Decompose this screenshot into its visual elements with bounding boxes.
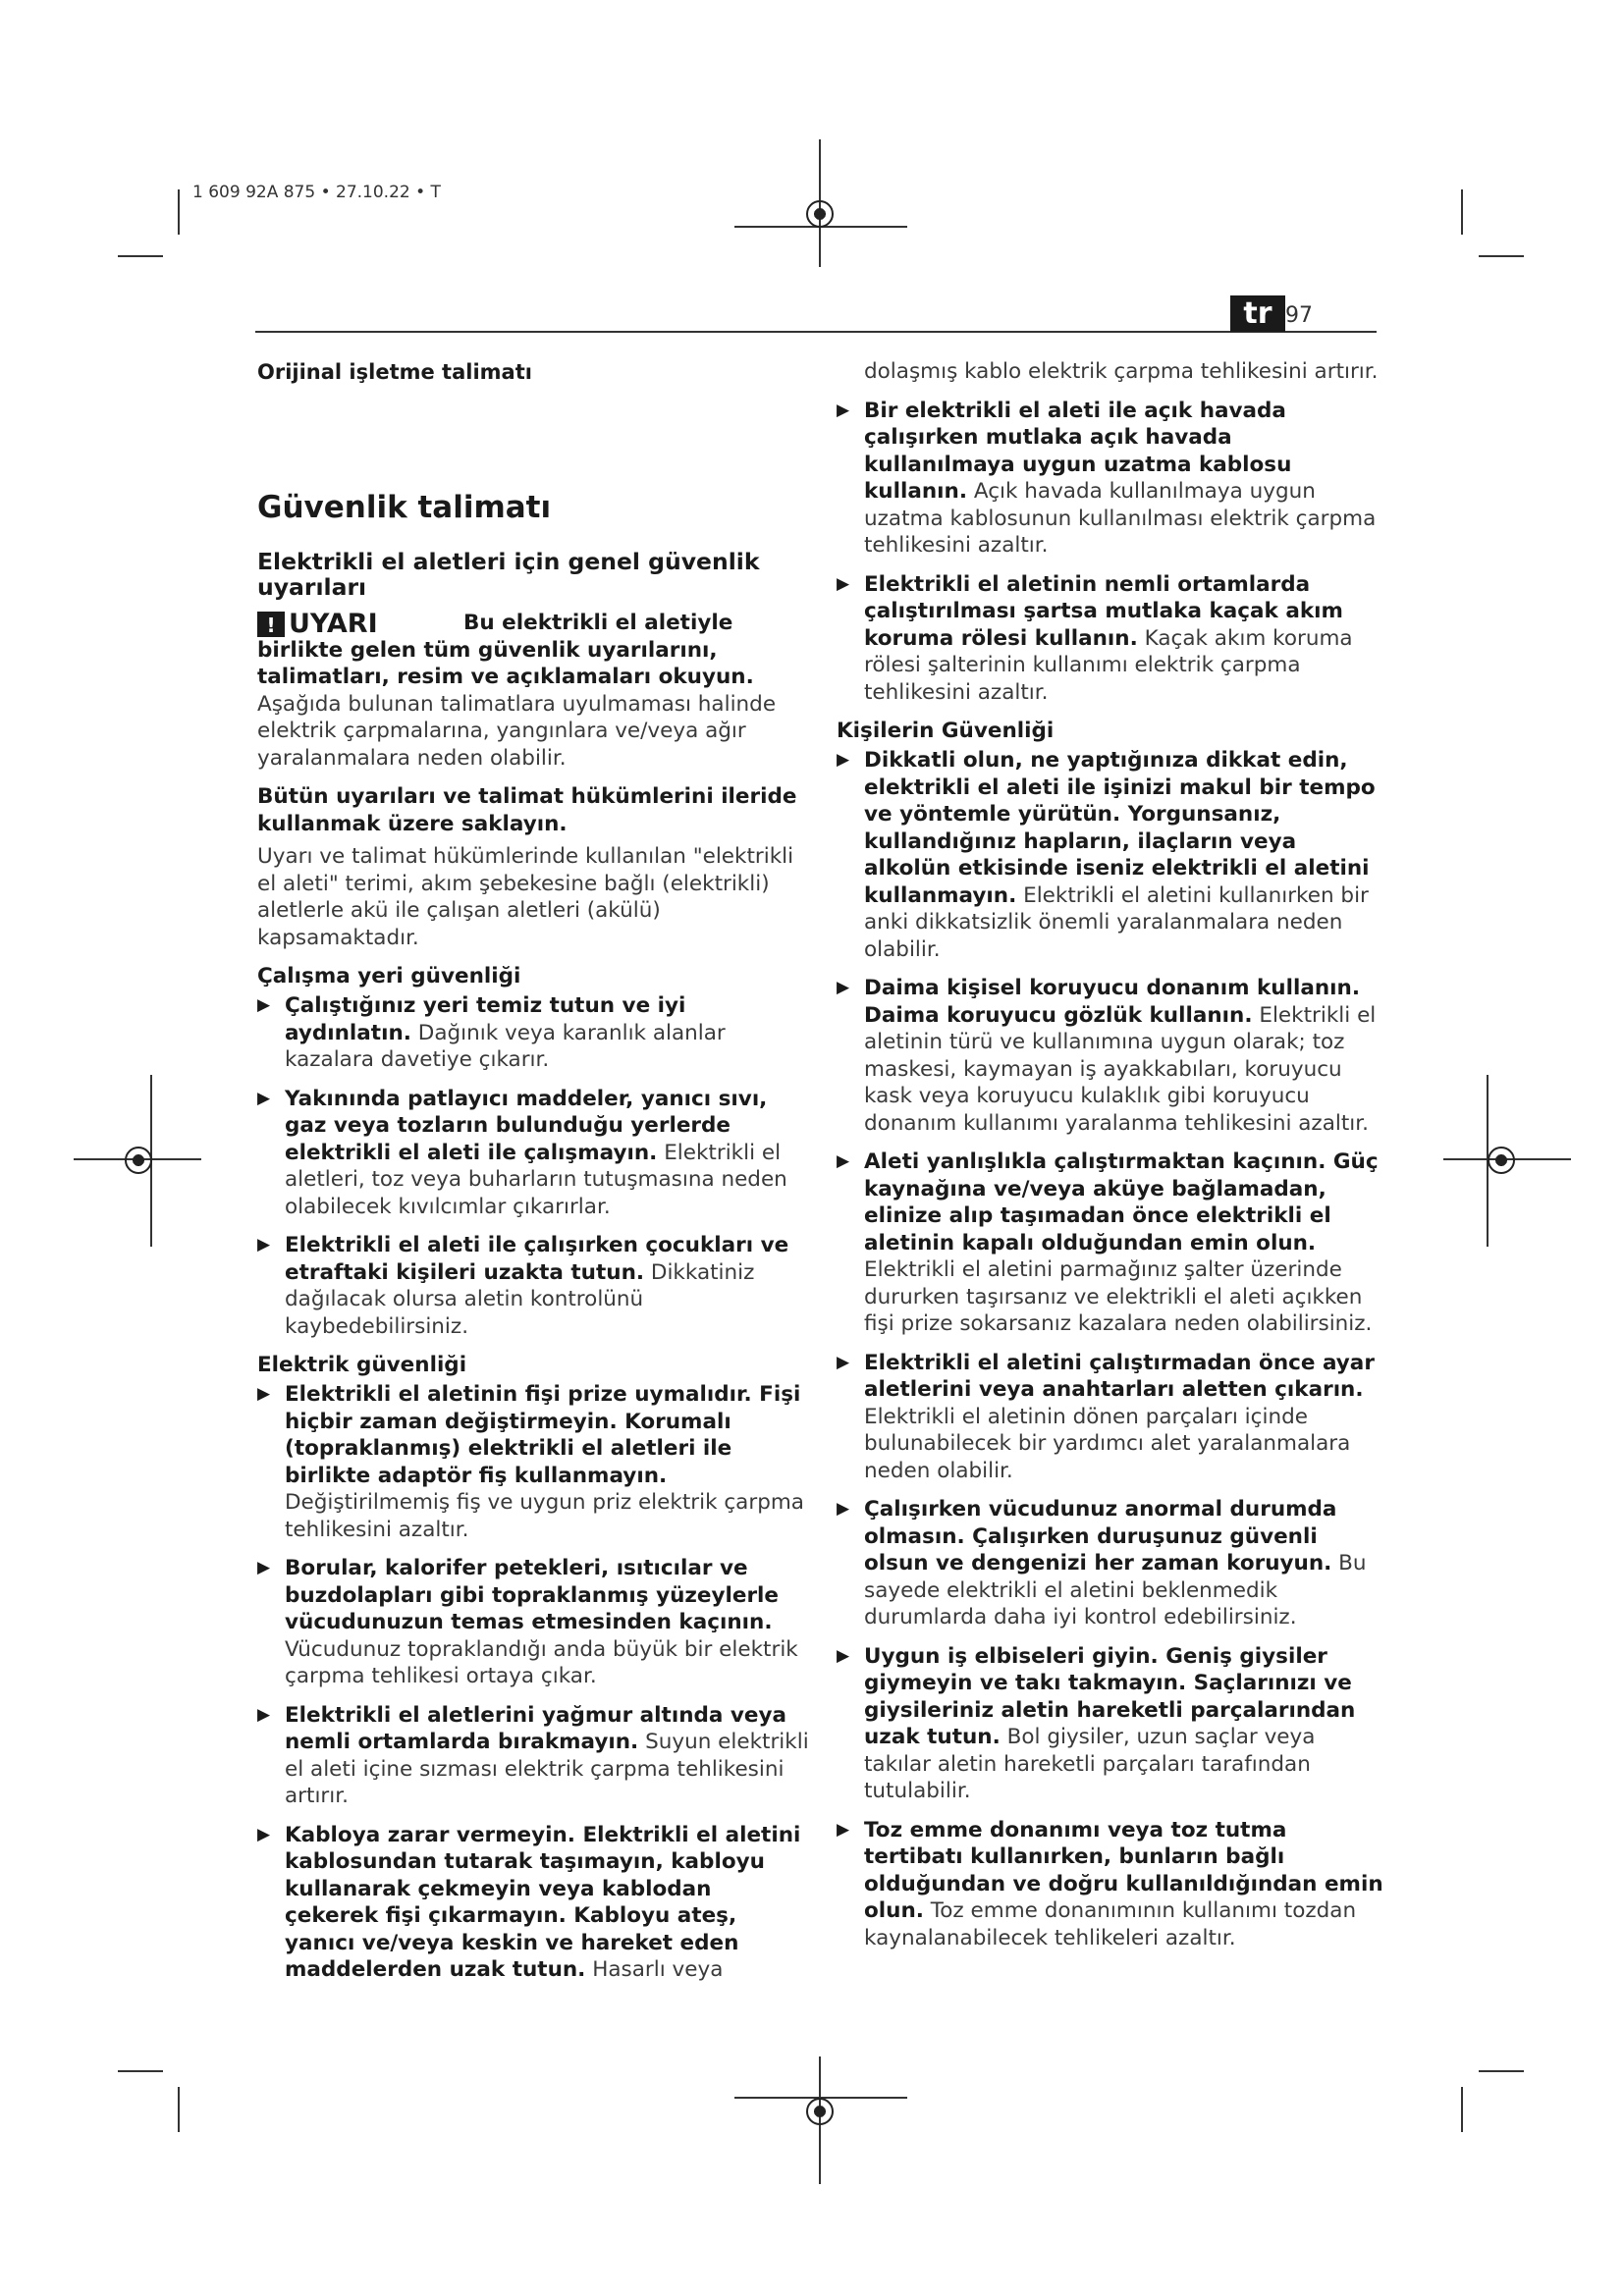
registration-target-icon — [806, 2098, 834, 2125]
warning-text: Aşağıda bulunan talimatlara uyulmaması halinde elektrik çarpmalarına, yangınlara ve/veya ağır yaralanmalara neden olabilir. — [257, 691, 777, 771]
list-item: ▶ Yakınında patlayıcı maddeler, yanıcı sıvı, gaz veya tozların bulunduğu yerlerde elektrikli el aleti ile çalışmayın. Elektrikli el aletleri, toz veya buharların tutuşmasına neden olabilecek kıvılcımlar çıkarırlar. — [257, 1086, 787, 1219]
registration-target-icon — [125, 1147, 152, 1174]
registration-target-icon — [1488, 1147, 1515, 1174]
list-item: ▶ Aleti yanlışlıkla çalıştırmaktan kaçının. Güç kaynağına ve/veya aküye bağlamadan, elinize alıp taşımadan önce elektrikli el aletinin kapalı olduğundan emin olun. Elektrikli el aletini parmağınız şalter üzerinde dururken taşırsanız ve elektrikli el aleti açıkken fişi prize sokarsanız kazalara neden olabilirsiniz. — [837, 1149, 1379, 1336]
list-item: ▶ Toz emme donanımı veya toz tutma tertibatı kullanırken, bunların bağlı olduğundan ve doğru kullanıldığından emin olun. Toz emme donanımının kullanımı tozdan kaynalanabilecek tehlikeleri azaltır. — [837, 1817, 1383, 1950]
list-item: ▶ Elektrikli el aletinin fişi prize uymalıdır. Fişi hiçbir zaman değiştirmeyin. Korumalı (topraklanmış) elektrikli el aletleri ile birlikte adaptör fiş kullanmayın. Değiştirilmemiş fiş ve uygun priz elektrik çarpma tehlikesini azaltır. — [257, 1382, 804, 1542]
list-item: ▶ Elektrikli el aleti ile çalışırken çocukları ve etraftaki kişileri uzakta tutun. Dikkatiniz dağılacak olursa aletin kontrolünü kaybedebilirsiniz. — [257, 1233, 789, 1339]
bullet-arrow-icon: ▶ — [837, 1352, 850, 1372]
header-rule — [255, 331, 1377, 333]
list-item: ▶ Elektrikli el aletini çalıştırmadan önce ayar aletlerini veya anahtarları aletten çıkarın. Elektrikli el aletinin dönen parçaları içinde bulunabilecek bir yardımcı alet yaralanmalara neden olabilir. — [837, 1350, 1375, 1483]
bullet-arrow-icon: ▶ — [257, 1824, 271, 1844]
warning-block — [257, 610, 811, 772]
work-area-heading: Çalışma yeri güvenliği — [257, 964, 521, 988]
continuation-text: dolaşmış kablo elektrik çarpma tehlikesini artırır. — [864, 359, 1379, 384]
list-item: ▶ Kabloya zarar vermeyin. Elektrikli el aletini kablosundan tutarak taşımayın, kabloyu kullanarak çekmeyin veya kablodan çekerek fişi çıkarmayın. Kabloyu ateş, yanıcı ve/veya keskin ve hareket eden maddelerden uzak tutun. Hasarlı veya — [257, 1822, 801, 1982]
bullet-arrow-icon: ▶ — [837, 1499, 850, 1519]
bullet-arrow-icon: ▶ — [837, 1151, 850, 1171]
warning-label — [257, 610, 463, 639]
list-item: ▶ Borular, kalorifer petekleri, ısıtıcılar ve buzdolapları gibi topraklanmış yüzeylerle vücudunuzun temas etmesinden kaçının. Vücudunuz topraklandığı anda büyük bir elektrik çarpma tehlikesi ortaya çıkar. — [257, 1556, 798, 1688]
electrical-heading: Elektrik güvenliği — [257, 1353, 467, 1377]
list-item: ▶ Bir elektrikli el aleti ile açık havada çalışırken mutlaka açık havada kullanılmaya uygun uzatma kablosu kullanın. Açık havada kullanılmaya uygun uzatma kablosunun kullanılması elektrik çarpma tehlikesini azaltır. — [837, 398, 1377, 558]
right-column — [837, 358, 1386, 1963]
list-item: ▶ Dikkatli olun, ne yaptığınıza dikkat edin, elektrikli el aleti ile işinizi makul bir tempo ve yöntemle yürütün. Yorgunsanız, kullandığınız hapların, ilaçların veya alkolün etkisinde iseniz elektrikli el aletini kullanmayın. Elektrikli el aletini kullanırken bir anki dikkatsizlik önemli yaralanmalara neden olabilir. — [837, 748, 1376, 962]
keep-instructions: Bütün uyarıları ve talimat hükümlerini ileride kullanmak üzere saklayın. — [257, 784, 797, 836]
registration-target-icon — [806, 200, 834, 228]
section-title: Güvenlik talimatı — [257, 490, 552, 525]
warning-triangle-icon: ! — [257, 612, 285, 637]
crop-mark — [178, 2087, 180, 2132]
left-column — [257, 358, 811, 1996]
sub-title: Elektrikli el aletleri için genel güvenlik uyarıları — [257, 548, 760, 601]
crop-mark — [1461, 2087, 1463, 2132]
list-item: ▶ Elektrikli el aletinin nemli ortamlarda çalıştırılması şartsa mutlaka kaçak akım koruma rölesi kullanın. Kaçak akım koruma rölesi şalterinin kullanımı elektrik çarpma tehlikesini azaltır. — [837, 571, 1353, 705]
crop-mark — [118, 2070, 163, 2072]
document-title: Orijinal işletme talimatı — [257, 360, 532, 384]
bullet-arrow-icon: ▶ — [257, 1558, 271, 1577]
bullet-arrow-icon: ▶ — [257, 1088, 271, 1108]
crop-mark — [178, 189, 180, 235]
bullet-arrow-icon: ▶ — [257, 1384, 271, 1404]
bullet-arrow-icon: ▶ — [837, 400, 850, 420]
bullet-arrow-icon: ▶ — [837, 750, 850, 770]
bullet-arrow-icon: ▶ — [837, 573, 850, 594]
warning-label-text: UYARI — [289, 609, 378, 639]
print-code: 1 609 92A 875 • 27.10.22 • T — [192, 183, 441, 202]
crop-mark — [118, 255, 163, 257]
list-item: ▶ Daima kişisel koruyucu donanım kullanın. Daima koruyucu gözlük kullanın. Elektrikli el aletinin türü ve kullanımına uygun olarak; toz maskesi, kaymayan iş ayakkabıları, koruyucu kask veya koruyucu kulaklık gibi koruyucu donanım kullanımı yaralanma tehlikesini azaltır. — [837, 976, 1377, 1136]
bullet-arrow-icon: ▶ — [837, 1819, 850, 1840]
page-number: 97 — [1285, 303, 1313, 328]
list-item: ▶ Uygun iş elbiseleri giyin. Geniş giysiler giymeyin ve takı takmayın. Saçlarınızı ve giysileriniz aletin hareketli parçalarından uzak tutun. Bol giysiler, uzun saçlar veya takılar aletin hareketli parçaları tarafından tutulabilir. — [837, 1643, 1356, 1803]
personal-safety-heading: Kişilerin Güvenliği — [837, 719, 1055, 743]
language-badge: tr — [1230, 295, 1285, 332]
crop-mark — [1479, 255, 1524, 257]
list-item: ▶ Elektrikli el aletlerini yağmur altında veya nemli ortamlarda bırakmayın. Suyun elektrikli el aleti içine sızması elektrik çarpma tehlikesini artırır. — [257, 1702, 809, 1808]
bullet-arrow-icon: ▶ — [257, 995, 271, 1015]
warning-bold: Bu elektrikli el aletiyle birlikte gelen tüm güvenlik uyarılarını, talimatları, resim ve açıklamaları okuyun. — [257, 611, 754, 689]
bullet-arrow-icon: ▶ — [837, 978, 850, 997]
crop-mark — [1479, 2070, 1524, 2072]
crop-mark — [1461, 189, 1463, 235]
bullet-arrow-icon: ▶ — [837, 1645, 850, 1666]
list-item: ▶ Çalıştığınız yeri temiz tutun ve iyi aydınlatın. Dağınık veya karanlık alanlar kazalara davetiye çıkarır. — [257, 993, 726, 1072]
bullet-arrow-icon: ▶ — [257, 1235, 271, 1255]
bullet-arrow-icon: ▶ — [257, 1704, 271, 1725]
list-item: ▶ Çalışırken vücudunuz anormal durumda olmasın. Çalışırken duruşunuz güvenli olsun ve dengenizi her zaman koruyun. Bu sayede elektrikli el aletini beklenmedik durumlarda daha iyi kontrol edebilirsiniz. — [837, 1497, 1367, 1629]
definition-text: Uyarı ve talimat hükümlerinde kullanılan "elektrikli el aleti" terimi, akım şebekesine bağlı (elektrikli) aletlerle akü ile çalışan aletleri (akülü) kapsamaktadır. — [257, 844, 794, 950]
